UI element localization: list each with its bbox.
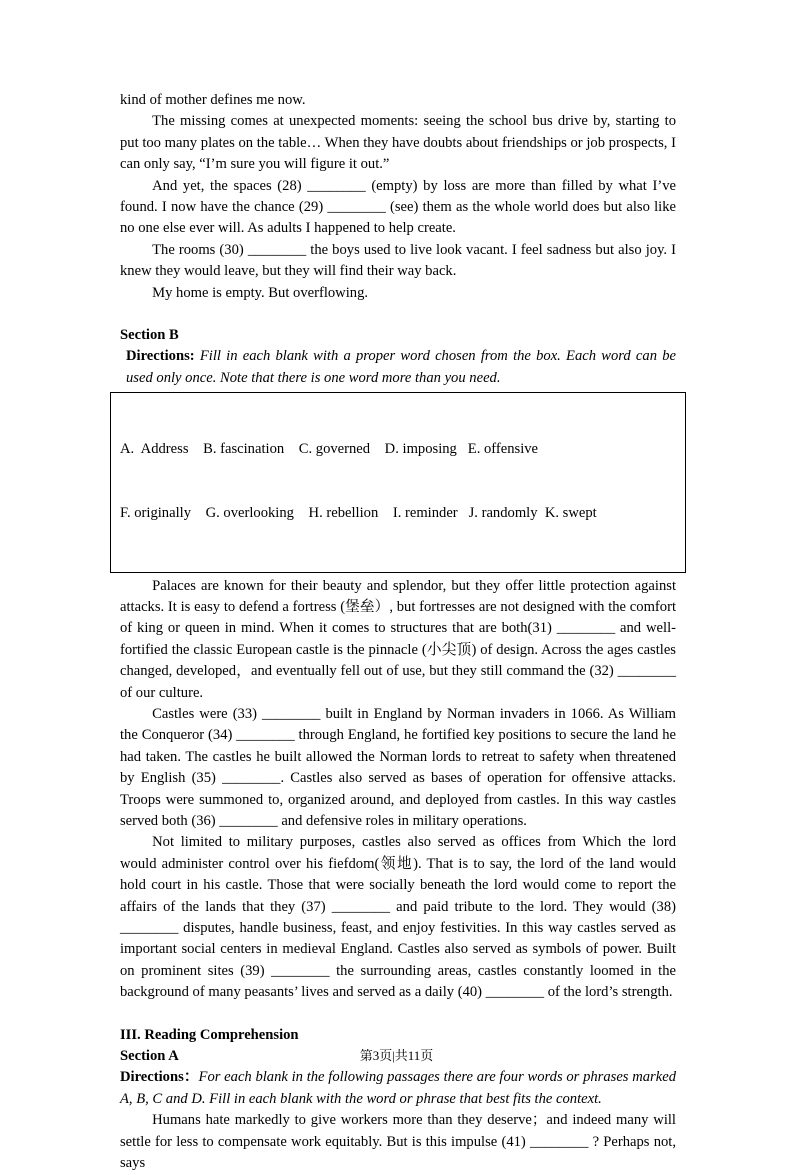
paragraph-continuation: kind of mother defines me now. xyxy=(120,92,306,108)
word-bank-row-2: F. originally G. overlooking H. rebellion I. reminder J. randomly K. swept xyxy=(120,505,597,522)
directions-text: For each blank in the following passages there are four words or phrases marked A, B, C and D. Fill in each blank with the word or phrase that best fits the context. xyxy=(120,1069,676,1107)
word-bank-box xyxy=(110,392,686,572)
section-b-directions xyxy=(120,346,676,389)
directions-label: Directions: xyxy=(126,348,195,365)
paragraph: My home is empty. But overflowing. xyxy=(152,284,369,301)
page-footer: 第3页|共11页 xyxy=(359,1048,434,1063)
section-a-heading: Section A xyxy=(120,1048,179,1065)
paragraph-blank-28-29: And yet, the spaces (28) ________ (empty) by loss are more than filled by what I’ve found. I now have the chance (29) ________ (see) them as the whole world does but also like no one else ever will. As adults I happened to help create. xyxy=(120,177,676,237)
document-body xyxy=(120,90,676,1175)
paragraph-blank-37-40: Not limited to military purposes, castles also served as offices from Which the lord would administer control over his fiefdom(领地). That is to say, the lord of the land would hold court in his castle. Those that were socially beneath the lord would come to report the affairs of the lands that they (37) ________ and paid tribute to the lord. They would (38) ________ disputes, handle business, feast, and enjoy festivities. In this way castles served as important social centers in medieval England. Castles also served as symbols of power. Built on prominent sites (39) ________ the surrounding areas, castles constantly loomed in the background of many peasants’ lives and served as a daily (40) ________ of the lord’s strength. xyxy=(120,834,676,1001)
directions-label: Directions： xyxy=(120,1069,199,1086)
paragraph-blank-30: The rooms (30) ________ the boys used to live look vacant. I feel sadness but also joy. I knew they would leave, but they will find their way back. xyxy=(120,241,676,280)
paragraph-blank-41: Humans hate markedly to give workers more than they deserve；and indeed many will settle for less to compensate work equitably. But is this impulse (41) ________ ? Perhaps not, says xyxy=(120,1112,676,1172)
section-iii-directions xyxy=(120,1067,676,1110)
section-b-heading: Section B xyxy=(120,327,179,344)
paragraph-blank-31-32: Palaces are known for their beauty and splendor, but they offer little protection against attacks. It is easy to defend a fortress (堡垒）, but fortresses are not designed with the comfort of king or queen in mind. When it comes to structures that are both(31) ________ and well-fortified the classic European castle is the pinnacle (小尖顶) of design. Across the ages castles changed, developed，and eventually fell out of use, but they still command the (32) ________ of our culture. xyxy=(120,577,676,701)
paragraph: The missing comes at unexpected moments: seeing the school bus drive by, starting to put too many plates on the table… When they have doubts about friendships or job prospects, I can only say, “I’m sure you will figure it out.” xyxy=(120,113,676,173)
directions-text: Fill in each blank with a proper word chosen from the box. Each word can be used only once. Note that there is one word more than you need. xyxy=(126,348,676,386)
section-iii-heading: III. Reading Comprehension xyxy=(120,1026,299,1043)
word-bank-row-1: A. Address B. fascination C. governed D. imposing E. offensive xyxy=(120,441,539,458)
paragraph-blank-33-36: Castles were (33) ________ built in England by Norman invaders in 1066. As William the Conqueror (34) ________ through England, he fortified key positions to secure the land he had taken. The castles he built allowed the Norman lords to retreat to safety when threatened by English (35) ________. Castles also served as bases of operation for offensive attacks. Troops were summoned to, organized around, and deployed from castles. In this way castles served both (36) ________ and defensive roles in military operations. xyxy=(120,705,676,829)
